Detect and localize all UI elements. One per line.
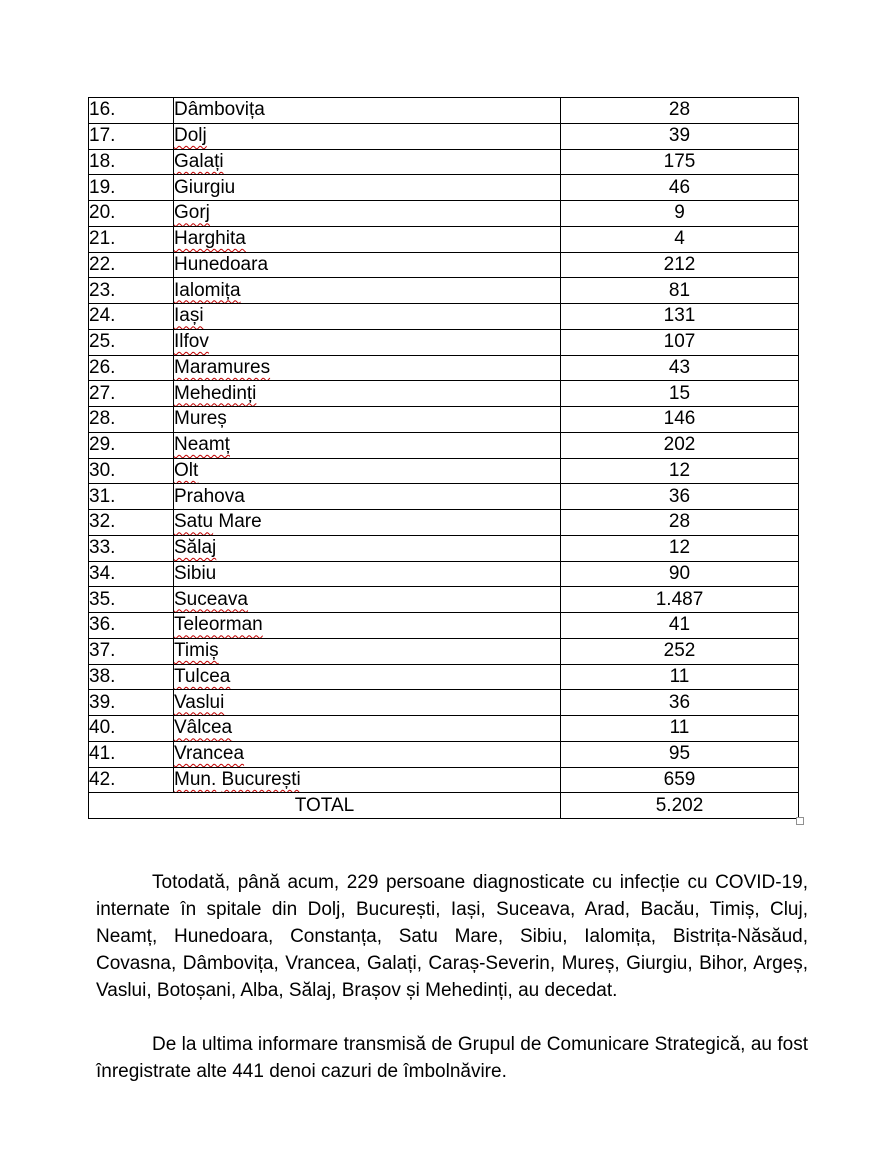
county-name-text: Mureș [174, 408, 227, 430]
county-name-cell [174, 510, 561, 536]
county-name-text: Dâmbovița [174, 99, 265, 121]
county-name-cell [174, 278, 561, 304]
row-value-cell: 12 [561, 458, 799, 484]
row-value-cell: 175 [561, 149, 799, 175]
row-number-cell: 42. [89, 767, 174, 793]
row-number-cell: 30. [89, 458, 174, 484]
row-value-cell: 95 [561, 741, 799, 767]
row-number-cell: 36. [89, 613, 174, 639]
county-name-cell [174, 587, 561, 613]
county-name-cell [174, 252, 561, 278]
table-row [89, 664, 799, 690]
row-value-cell: 41 [561, 613, 799, 639]
paragraph-new-cases: De la ultima informare transmisă de Grupul de Comunicare Strategică, au fost înregistrate alte 441 denoi cazuri de îmbolnăvire. [96, 1034, 808, 1082]
county-name-cell [174, 613, 561, 639]
misspelled-text: Ialomița [174, 279, 241, 301]
table-row [89, 690, 799, 716]
row-number-cell: 20. [89, 201, 174, 227]
county-name-cell [174, 304, 561, 330]
county-name-cell [174, 535, 561, 561]
row-value-cell: 81 [561, 278, 799, 304]
row-value-cell: 146 [561, 407, 799, 433]
county-name-cell [174, 201, 561, 227]
row-number-cell: 40. [89, 716, 174, 742]
misspelled-text: Mun. [174, 768, 217, 790]
county-name-cell [174, 329, 561, 355]
row-number-cell: 41. [89, 741, 174, 767]
row-number-cell: 28. [89, 407, 174, 433]
row-value-cell: 4 [561, 226, 799, 252]
county-name-cell [174, 381, 561, 407]
table-row [89, 123, 799, 149]
total-label-cell: TOTAL [89, 793, 561, 819]
row-value-cell: 28 [561, 510, 799, 536]
row-value-cell: 36 [561, 690, 799, 716]
row-number-cell: 31. [89, 484, 174, 510]
misspelled-text: Galați [174, 150, 224, 172]
table-row [89, 510, 799, 536]
row-number-cell: 39. [89, 690, 174, 716]
misspelled-text: Mehedinți [174, 382, 257, 404]
table-row [89, 278, 799, 304]
row-number-cell: 23. [89, 278, 174, 304]
row-value-cell: 11 [561, 664, 799, 690]
row-number-cell: 22. [89, 252, 174, 278]
misspelled-text: Olt [174, 459, 199, 481]
misspelled-text: Dolj [174, 125, 207, 147]
county-name-cell [174, 98, 561, 124]
row-number-cell: 37. [89, 638, 174, 664]
row-number-cell: 19. [89, 175, 174, 201]
county-name-cell [174, 741, 561, 767]
county-name-text: Prahova [174, 485, 245, 507]
row-value-cell: 15 [561, 381, 799, 407]
table-row [89, 638, 799, 664]
county-name-text: Giurgiu [174, 176, 236, 198]
table-row [89, 535, 799, 561]
row-value-cell: 252 [561, 638, 799, 664]
misspelled-text: Vaslui [174, 691, 225, 713]
county-name-cell [174, 484, 561, 510]
table-row [89, 252, 799, 278]
row-value-cell: 12 [561, 535, 799, 561]
table-row [89, 716, 799, 742]
county-name-cell [174, 716, 561, 742]
paragraph-deaths: Totodată, până acum, 229 persoane diagnosticate cu infecție cu COVID-19, internate în spitale din Dolj, București, Iași, Suceava, Arad, Bacău, Timiș, Cluj, Neamț, Hunedoara, Constanța, Satu Mare, Sibiu, Ialomița, Bistrița-Năsăud, Covasna, Dâmbovița, Vrancea, Galați, Caraș-Severin, Mureș, Giurgiu, Bihor, Argeș, Vaslui, Botoșani, Alba, Sălaj, Brașov și Mehedinți, au decedat. [96, 872, 808, 1001]
county-name-cell [174, 355, 561, 381]
table-row [89, 407, 799, 433]
row-number-cell: 29. [89, 432, 174, 458]
table-row [89, 561, 799, 587]
row-value-cell: 36 [561, 484, 799, 510]
row-value-cell: 9 [561, 201, 799, 227]
county-name-cell [174, 149, 561, 175]
misspelled-text: Tulcea [174, 665, 231, 687]
table-row [89, 355, 799, 381]
total-value-cell: 5.202 [561, 793, 799, 819]
misspelled-text: Satu [174, 511, 214, 533]
table-row [89, 329, 799, 355]
row-number-cell: 35. [89, 587, 174, 613]
misspelled-text: Neamț [174, 434, 230, 456]
row-number-cell: 32. [89, 510, 174, 536]
table-row [89, 432, 799, 458]
county-table [88, 97, 799, 819]
county-name-cell [174, 123, 561, 149]
misspelled-text: Suceava [174, 588, 248, 610]
misspelled-text: Ilfov [174, 331, 209, 353]
misspelled-text: Maramures [174, 356, 271, 378]
row-value-cell: 39 [561, 123, 799, 149]
body-text [96, 869, 808, 1085]
misspelled-text: Sălaj [174, 537, 217, 559]
row-value-cell: 1.487 [561, 587, 799, 613]
county-name-text: Hunedoara [174, 253, 269, 275]
table-row [89, 149, 799, 175]
county-name-cell [174, 458, 561, 484]
table-row [89, 484, 799, 510]
county-name-cell [174, 767, 561, 793]
row-value-cell: 107 [561, 329, 799, 355]
row-number-cell: 26. [89, 355, 174, 381]
total-row [89, 793, 799, 819]
table-row [89, 767, 799, 793]
table-resize-handle[interactable] [796, 817, 804, 825]
row-number-cell: 34. [89, 561, 174, 587]
row-value-cell: 90 [561, 561, 799, 587]
row-value-cell: 659 [561, 767, 799, 793]
row-value-cell: 202 [561, 432, 799, 458]
misspelled-text: Timiș [174, 640, 219, 662]
row-number-cell: 17. [89, 123, 174, 149]
county-name-text: Mare [213, 511, 262, 533]
row-number-cell: 24. [89, 304, 174, 330]
county-name-cell [174, 638, 561, 664]
row-number-cell: 38. [89, 664, 174, 690]
county-name-cell [174, 690, 561, 716]
row-value-cell: 212 [561, 252, 799, 278]
table-row [89, 741, 799, 767]
county-table-body [89, 98, 799, 819]
misspelled-text: București [221, 768, 301, 790]
table-row [89, 613, 799, 639]
row-value-cell: 28 [561, 98, 799, 124]
county-name-cell [174, 432, 561, 458]
row-number-cell: 18. [89, 149, 174, 175]
misspelled-text: Harghita [174, 228, 246, 250]
county-name-text: Sibiu [174, 562, 217, 584]
row-number-cell: 27. [89, 381, 174, 407]
county-name-cell [174, 664, 561, 690]
row-number-cell: 21. [89, 226, 174, 252]
county-name-cell [174, 226, 561, 252]
row-number-cell: 33. [89, 535, 174, 561]
row-value-cell: 43 [561, 355, 799, 381]
table-row [89, 201, 799, 227]
row-value-cell: 46 [561, 175, 799, 201]
table-row [89, 587, 799, 613]
table-row [89, 175, 799, 201]
row-number-cell: 16. [89, 98, 174, 124]
table-row [89, 226, 799, 252]
county-name-cell [174, 407, 561, 433]
county-name-cell [174, 175, 561, 201]
row-number-cell: 25. [89, 329, 174, 355]
misspelled-text: Vrancea [174, 743, 245, 765]
table-row [89, 458, 799, 484]
misspelled-text: Teleorman [174, 614, 263, 636]
misspelled-text: Gorj [174, 202, 210, 224]
misspelled-text: Vâlcea [174, 717, 233, 739]
table-row [89, 381, 799, 407]
table-row [89, 98, 799, 124]
row-value-cell: 131 [561, 304, 799, 330]
table-row [89, 304, 799, 330]
county-name-cell [174, 561, 561, 587]
row-value-cell: 11 [561, 716, 799, 742]
misspelled-text: Iași [174, 305, 204, 327]
